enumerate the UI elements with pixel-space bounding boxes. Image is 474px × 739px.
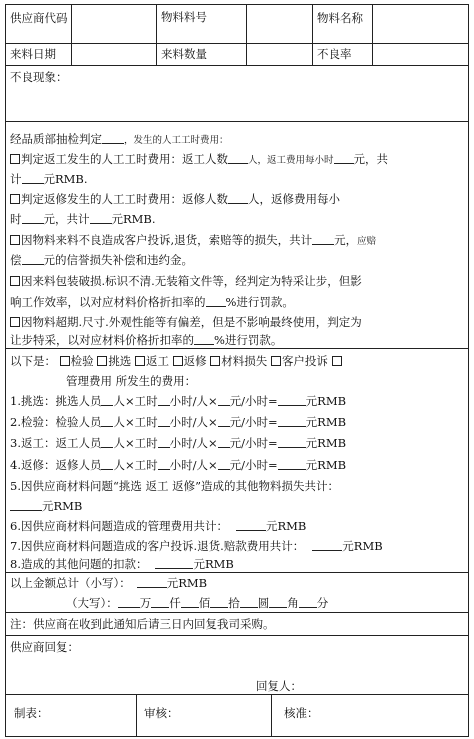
cost-line-pick: [10, 395, 346, 408]
calc-c: 元/小时=: [229, 458, 278, 472]
judgment-item-complaint: [10, 234, 376, 248]
repair-text: 判定返修发生的人工工时费用：返修人数: [21, 192, 228, 206]
amount-unit: 元RMB: [342, 539, 383, 553]
defect-rate-label: 不良率: [317, 47, 352, 61]
unit-qian: 仟: [169, 596, 181, 610]
blank: [155, 558, 193, 569]
cost-line-complaint: [10, 540, 383, 553]
total-big: [66, 597, 328, 610]
overdue-text-2: 让步特采，以对应材料价格折扣率的: [10, 333, 194, 347]
package-text: 因来料包装破损.标识不清.无装箱文件等，经判定为特采让步，但影: [21, 274, 362, 288]
amount-unit: 元RMB: [42, 499, 83, 513]
complaint-text-2: 元，: [334, 233, 358, 247]
cost-line-rework: [10, 437, 346, 450]
divider: [6, 572, 468, 573]
blank: [278, 395, 306, 406]
cost-intro: 以下是：: [10, 354, 56, 368]
cost-options: [10, 355, 343, 368]
cost-line-label: 6.因供应商材料问题造成的管理费用共计：: [10, 519, 228, 533]
blank: [158, 416, 170, 427]
divider: [6, 65, 468, 66]
calc-d: 元RMB: [305, 415, 347, 429]
unit-shi: 拾: [228, 596, 240, 610]
blank: [10, 500, 42, 511]
defect-label: 不良现象：: [10, 70, 68, 84]
complaint-text-5: 元的信誉损失补偿和违约金。: [43, 253, 193, 267]
cost-line-inspect: [10, 416, 346, 429]
total-big-label: （大写）：: [66, 596, 118, 610]
judgment-item-overdue-cont: [10, 334, 282, 347]
blank: [218, 459, 230, 470]
blank: [137, 577, 167, 588]
blank: [158, 459, 170, 470]
total-small-unit: 元RMB: [166, 576, 208, 590]
blank: [278, 437, 306, 448]
cost-line-label: 4.返修：返修人员: [10, 458, 102, 472]
judgment-title-text: 经品质部抽检判定: [10, 132, 102, 146]
blank: [210, 597, 228, 608]
blank: [158, 395, 170, 406]
judgment-item-overdue: [10, 316, 362, 329]
divider: [136, 694, 137, 737]
rework-text-5: 元RMB.: [43, 172, 88, 186]
calc-a: 人×工时: [113, 436, 158, 450]
blank: [101, 437, 113, 448]
blank: [102, 133, 124, 144]
divider: [6, 121, 468, 122]
supplier-code-label: 供应商代码: [10, 11, 68, 25]
blank: [158, 437, 170, 448]
calc-b: 小时/人×: [169, 394, 218, 408]
divider: [246, 5, 247, 65]
divider: [6, 43, 468, 44]
calc-b: 小时/人×: [169, 436, 218, 450]
divider: [6, 694, 468, 695]
repair-text-5: 元RMB.: [111, 212, 156, 226]
blank: [22, 173, 44, 184]
cost-line-label: 1.挑选：挑选人员: [10, 394, 102, 408]
rework-text-3: 元，共: [353, 152, 389, 166]
judgment-item-complaint-cont: [10, 254, 193, 267]
unit-jiao: 角: [287, 596, 299, 610]
divider: [312, 5, 313, 65]
cost-line-label: 8.造成的其他问题的扣款：: [10, 557, 148, 571]
calc-d: 元RMB: [305, 436, 347, 450]
calc-c: 元/小时=: [229, 394, 278, 408]
repair-text-4: 元，共计: [43, 212, 90, 226]
blank: [22, 254, 44, 265]
rework-text-2: 人，返工费用每小时: [248, 155, 334, 166]
checkbox[interactable]: [10, 276, 20, 286]
blank: [269, 597, 287, 608]
checkbox[interactable]: [10, 194, 20, 204]
material-name-label: 物料名称: [317, 11, 363, 25]
blank: [151, 597, 169, 608]
judgment-item-package: [10, 275, 362, 288]
unit-wan: 万: [139, 596, 152, 610]
unit-bai: 佰: [198, 596, 211, 610]
cost-line-label: 2.检验：检验人员: [10, 415, 102, 429]
divider: [6, 348, 468, 349]
blank: [228, 153, 248, 164]
checkbox-pick[interactable]: [97, 356, 107, 366]
arrival-qty-label: 来料数量: [161, 47, 207, 61]
checkbox-inspect[interactable]: [60, 356, 70, 366]
checkbox-repair[interactable]: [173, 356, 183, 366]
judgment-item-rework-cont: [10, 173, 88, 186]
cost-line-label: 3.返工：返工人员: [10, 436, 102, 450]
calc-c: 元/小时=: [229, 415, 278, 429]
total-small-label: 以上金额总计（小写）：: [10, 576, 131, 590]
opt-complaint: 客户投诉: [281, 354, 328, 368]
blank: [206, 296, 226, 307]
rework-text-4: 计: [10, 172, 22, 186]
blank: [22, 213, 44, 224]
blank: [181, 597, 199, 608]
judgment-title-tail: ，发生的人工工时费用：: [124, 135, 229, 146]
divider: [71, 5, 72, 65]
blank: [299, 597, 317, 608]
calc-a: 人×工时: [113, 458, 158, 472]
amount-unit: 元RMB: [265, 519, 307, 533]
opt-repair: 返修: [183, 354, 207, 368]
blank: [240, 597, 258, 608]
blank: [218, 437, 230, 448]
blank: [118, 597, 140, 608]
divider: [156, 5, 157, 65]
cost-mgmt-label: 管理费用 所发生的费用：: [66, 374, 197, 388]
unit-yuan: 圆: [257, 596, 270, 610]
checkbox-loss[interactable]: [210, 356, 220, 366]
cost-line-label: 7.因供应商材料问题造成的客户投诉.退货.赔款费用共计：: [10, 539, 305, 553]
total-small: [10, 577, 207, 590]
unit-fen: 分: [316, 596, 329, 610]
rework-text: 判定返工发生的人工工时费用：返工人数: [21, 152, 228, 166]
checkbox-mgmt[interactable]: [332, 356, 342, 366]
blank: [194, 334, 214, 345]
calc-a: 人×工时: [113, 415, 158, 429]
calc-c: 元/小时=: [229, 436, 278, 450]
arrival-date-label: 来料日期: [10, 47, 56, 61]
divider: [372, 5, 373, 65]
judgment-item-rework: [10, 153, 388, 167]
judgment-item-repair: [10, 193, 340, 206]
checkbox[interactable]: [10, 317, 20, 327]
notice-note: 注：供应商在收到此通知后请三日内回复我司采购。: [10, 617, 275, 631]
reviewed-by-label: 审核：: [144, 706, 179, 720]
repair-text-3: 时: [10, 212, 22, 226]
checkbox-complaint[interactable]: [271, 356, 281, 366]
blank: [101, 395, 113, 406]
cost-line-other-deduction: [10, 558, 234, 571]
calc-d: 元RMB: [305, 458, 347, 472]
judgment-title: [10, 133, 229, 147]
overdue-text-3: %进行罚款。: [214, 333, 283, 347]
blank: [236, 520, 266, 531]
divider: [271, 694, 272, 737]
package-text-3: %进行罚款。: [225, 295, 294, 309]
overdue-text: 因物料超期.尺寸.外观性能等有偏差，但是不影响最终使用，判定为: [21, 315, 362, 329]
checkbox[interactable]: [10, 235, 20, 245]
calc-b: 小时/人×: [169, 458, 218, 472]
checkbox[interactable]: [10, 154, 20, 164]
amount-unit: 元RMB: [193, 557, 234, 571]
prepared-by-label: 制表：: [14, 706, 49, 720]
blank: [218, 395, 230, 406]
cost-line-other-loss-amount: [10, 500, 82, 513]
judgment-item-repair-cont: [10, 213, 156, 226]
divider: [6, 612, 468, 613]
blank: [312, 540, 342, 551]
approved-by-label: 核准：: [284, 706, 319, 720]
opt-pick: 挑选: [108, 354, 132, 368]
replier-label: 回复人：: [256, 679, 302, 693]
calc-d: 元RMB: [305, 394, 347, 408]
blank: [278, 459, 306, 470]
repair-text-2: 人，返修费用每小: [248, 192, 340, 206]
calc-b: 小时/人×: [169, 415, 218, 429]
supplier-reply-label: 供应商回复：: [10, 640, 79, 654]
opt-loss: 材料损失: [221, 354, 268, 368]
opt-rework: 返工: [145, 354, 169, 368]
judgment-item-package-cont: [10, 296, 294, 309]
blank: [278, 416, 306, 427]
blank: [101, 416, 113, 427]
checkbox-rework[interactable]: [135, 356, 145, 366]
cost-line-other-loss: 5.因供应商材料问题“挑选 返工 返修”造成的其他物料损失共计：: [10, 479, 340, 493]
opt-inspect: 检验: [70, 354, 94, 368]
package-text-2: 响工作效率，以对应材料价格折扣率的: [10, 295, 206, 309]
cost-line-repair: [10, 459, 346, 472]
complaint-text-4: 偿: [10, 253, 22, 267]
blank: [90, 213, 112, 224]
defect-notice-form: [5, 4, 469, 737]
blank: [218, 416, 230, 427]
blank: [334, 153, 354, 164]
blank: [312, 234, 334, 245]
calc-a: 人×工时: [113, 394, 158, 408]
material-no-label: 物料料号: [161, 10, 207, 24]
cost-line-management: [10, 520, 306, 533]
blank: [101, 459, 113, 470]
blank: [228, 193, 248, 204]
divider: [6, 635, 468, 636]
complaint-text: 因物料来料不良造成客户投诉,退货，索赔等的损失，共计: [21, 233, 313, 247]
complaint-text-3: 应赔: [357, 236, 377, 247]
